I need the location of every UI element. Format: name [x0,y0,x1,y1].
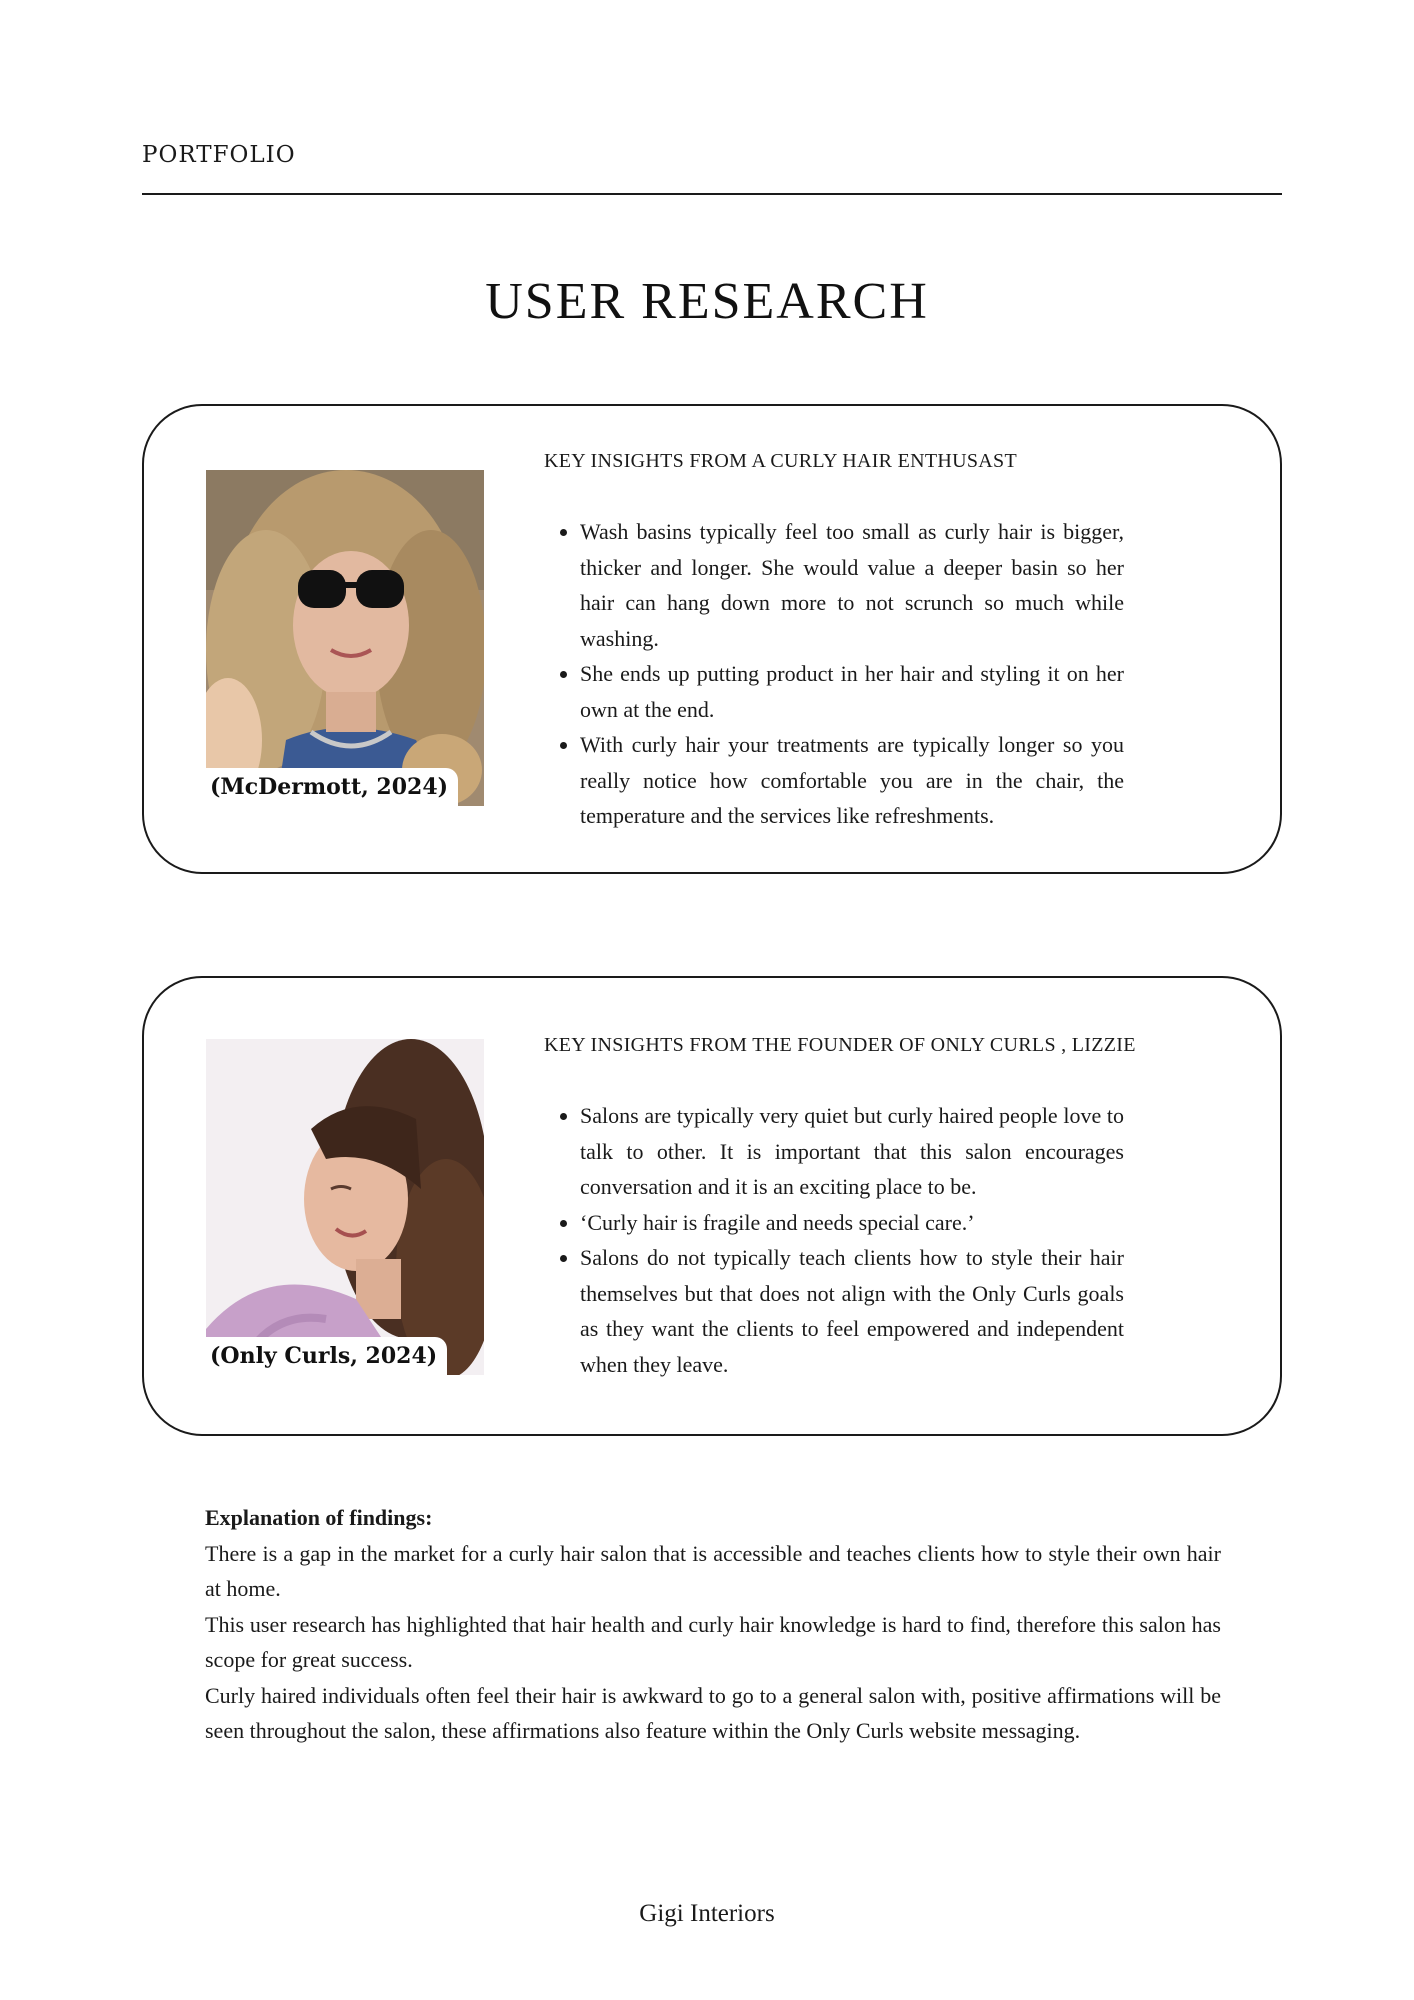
insight-item: • She ends up putting product in her hair and styling it on her own at the end. [580,656,1124,727]
findings-section [205,1500,1221,1749]
insight-card-founder [142,976,1282,1436]
enthusiast-photo [206,470,484,806]
insight-item: • Salons do not typically teach clients how to style their hair themselves but that does not align with the Only Curls goals as they want the clients to feel empowered and independent when they leave. [580,1240,1124,1382]
insight-list [544,514,1124,834]
findings-title: Explanation of findings: [205,1505,433,1530]
photo-caption: (Only Curls, 2024) [206,1337,447,1375]
findings-paragraph: This user research has highlighted that hair health and curly hair knowledge is hard to find, therefore this salon has scope for great success. [205,1611,1221,1672]
insight-list [544,1098,1124,1382]
findings-paragraph: Curly haired individuals often feel their hair is awkward to go to a general salon with, positive affirmations will be seen throughout the salon, these affirmations also feature within the Only Curls website messaging. [205,1682,1221,1743]
insight-item: • Salons are typically very quiet but curly haired people love to talk to other. It is important that this salon encourages conversation and it is an exciting place to be. [580,1098,1124,1205]
insight-item: • ‘Curly hair is fragile and needs special care.’ [580,1205,1124,1241]
insight-card-enthusiast [142,404,1282,874]
photo-caption: (McDermott, 2024) [206,768,458,806]
insight-item: • Wash basins typically feel too small as curly hair is bigger, thicker and longer. She would value a deeper basin so her hair can hang down more to not scrunch so much while washing. [580,514,1124,656]
founder-photo [206,1039,484,1375]
header-divider [142,193,1282,195]
footer-label: Gigi Interiors [639,1900,775,1927]
page-title: USER RESEARCH [485,273,929,330]
header-label: PORTFOLIO [142,142,296,168]
card-heading: KEY INSIGHTS FROM THE FOUNDER OF ONLY CURLS , LIZZIE [544,1034,1136,1056]
card-heading: KEY INSIGHTS FROM A CURLY HAIR ENTHUSAST [544,450,1017,472]
insight-item: • With curly hair your treatments are typically longer so you really notice how comfortable you are in the chair, the temperature and the services like refreshments. [580,727,1124,834]
findings-paragraph: There is a gap in the market for a curly hair salon that is accessible and teaches clients how to style their own hair at home. [205,1540,1221,1601]
